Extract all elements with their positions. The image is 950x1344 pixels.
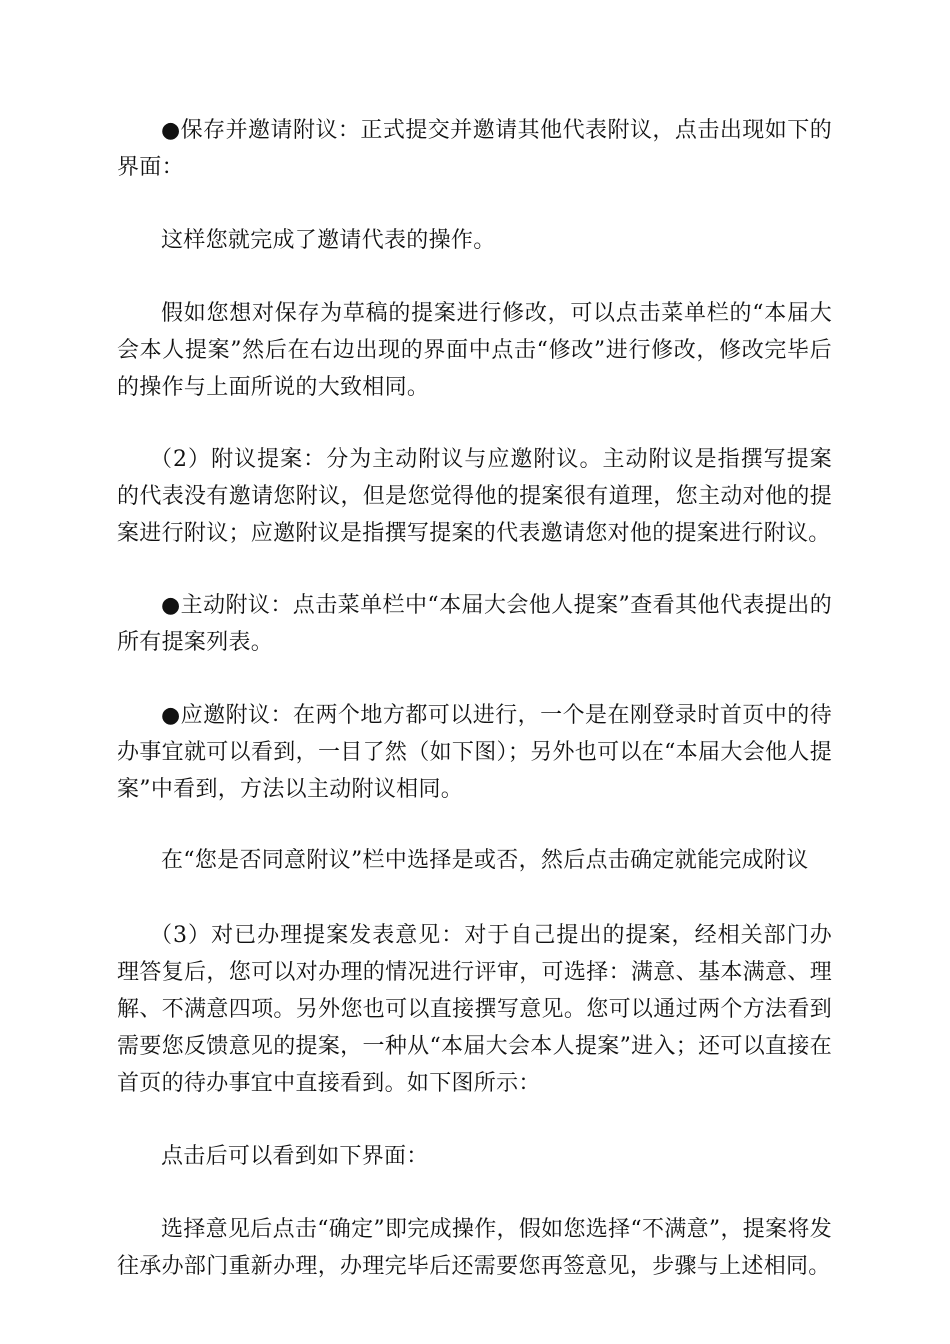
paragraph-edit-draft: 假如您想对保存为草稿的提案进行修改，可以点击菜单栏的“本届大会本人提案”然后在右边出现的界面中点击“修改”进行修改，修改完毕后的操作与上面所说的大致相同。 bbox=[117, 301, 832, 400]
paragraph-agree-second: 在“您是否同意附议”栏中选择是或否，然后点击确定就能完成附议 bbox=[161, 848, 809, 873]
document-body bbox=[117, 112, 832, 1285]
paragraph-after-click: 点击后可以看到如下界面： bbox=[161, 1144, 429, 1169]
paragraph-invite-done: 这样您就完成了邀请代表的操作。 bbox=[161, 228, 496, 253]
paragraph-active-second: ●主动附议：点击菜单栏中“本届大会他人提案”查看其他代表提出的所有提案列表。 bbox=[117, 593, 832, 655]
paragraph-second-proposal: （2）附议提案：分为主动附议与应邀附议。主动附议是指撰写提案的代表没有邀请您附议，但是您觉得他的提案很有道理，您主动对他的提案进行附议；应邀附议是指撰写提案的代表邀请您对他的提案进行附议。 bbox=[117, 447, 832, 546]
paragraph-feedback: （3）对已办理提案发表意见：对于自己提出的提案，经相关部门办理答复后，您可以对办理的情况进行评审，可选择：满意、基本满意、理解、不满意四项。另外您也可以直接撰写意见。您可以通过两个方法看到需要您反馈意见的提案，一种从“本届大会本人提案”进入；还可以直接在首页的待办事宜中直接看到。如下图所示： bbox=[117, 923, 832, 1096]
paragraph-confirm: 选择意见后点击“确定”即完成操作，假如您选择“不满意”，提案将发往承办部门重新办理，办理完毕后还需要您再签意见，步骤与上述相同。 bbox=[117, 1217, 832, 1279]
paragraph-save-and-invite: ●保存并邀请附议：正式提交并邀请其他代表附议，点击出现如下的界面： bbox=[117, 118, 832, 180]
paragraph-invited-second: ●应邀附议：在两个地方都可以进行，一个是在刚登录时首页中的待办事宜就可以看到，一目了然（如下图）；另外也可以在“本届大会他人提案”中看到，方法以主动附议相同。 bbox=[117, 703, 832, 802]
